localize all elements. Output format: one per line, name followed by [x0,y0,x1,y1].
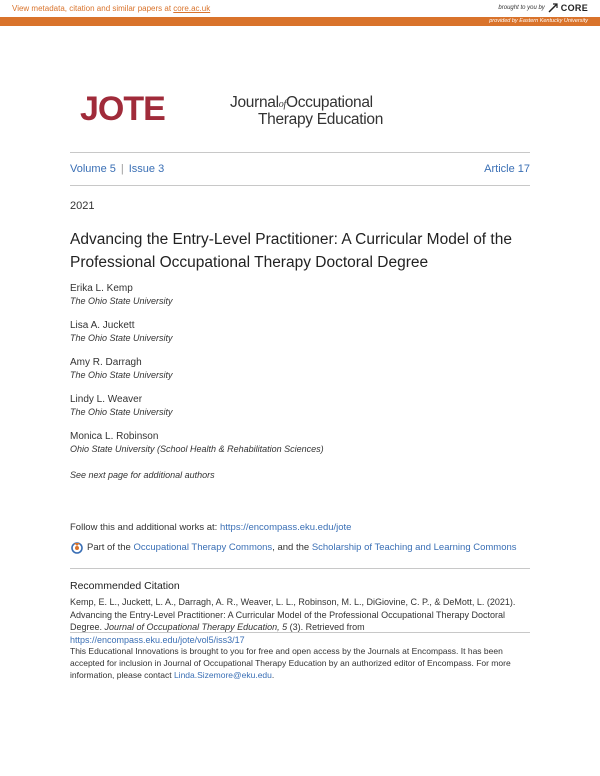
journal-name: JournalofOccupational Therapy Education [230,94,384,128]
issue-info: Volume 5 | Issue 3 Article 17 [70,163,530,175]
author-affiliation: Ohio State University (School Health & Rehabilitation Sciences) [70,444,324,454]
divider-top [70,152,530,153]
contact-email-link[interactable]: Linda.Sizemore@eku.edu [173,670,272,680]
follow-link[interactable]: https://encompass.eku.edu/jote [219,522,352,533]
author-name: Amy R. Darragh [70,357,142,368]
issue-link[interactable]: Issue 3 [128,163,165,175]
author-affiliation: The Ohio State University [70,333,173,343]
divider-issue [70,185,530,186]
core-brought-by: brought to you by CORE [498,3,588,13]
author-name: Erika L. Kemp [70,283,133,294]
occupational-therapy-commons-link[interactable]: Occupational Therapy Commons [133,541,273,553]
core-logo[interactable]: CORE [560,3,588,13]
see-next-page-note: See next page for additional authors [70,470,215,480]
publication-year: 2021 [70,200,95,212]
author-item [70,393,530,430]
author-item [70,430,530,467]
core-provider-bar [0,17,600,26]
core-icon [548,3,558,13]
author-affiliation: The Ohio State University [70,370,173,380]
core-provided-by: provided by Eastern Kentucky University [489,18,588,24]
core-banner [0,0,600,17]
author-list [70,282,530,467]
volume-link[interactable]: Volume 5 [70,163,116,175]
follow-line: Follow this and additional works at: https://encompass.eku.edu/jote [70,522,352,533]
part-of-line: Part of the Occupational Therapy Commons, and the Scholarship of Teaching and Learning Commons [70,540,517,554]
article-title: Advancing the Entry-Level Practitioner: A Curricular Model of the Professional Occupational Therapy Doctoral Degree [70,231,512,271]
divider-citation [70,568,530,569]
core-metadata-text: View metadata, citation and similar papers at core.ac.uk [12,4,211,13]
author-affiliation: The Ohio State University [70,296,173,306]
citation-link[interactable]: https://encompass.eku.edu/jote/vol5/iss3/17 [70,634,245,645]
article-link[interactable]: Article 17 [484,163,530,175]
citation-text: Kemp, E. L., Juckett, L. A., Darragh, A. R., Weaver, L. L., Robinson, M. L., DiGiovine, C. P., & DeMott, L. (2021). Advancing the Entry-Level Practitioner: A Curricular Model of the Professional Occupational Therapy Doctoral Degree. Journal of Occupational Therapy Education, 5 (3). Retrieved from https://encompass.eku.edu/jote/vol5/iss3/17 [70,597,516,645]
divider-notice [70,632,530,633]
author-name: Lisa A. Juckett [70,320,135,331]
author-item [70,282,530,319]
author-name: Monica L. Robinson [70,431,159,442]
author-affiliation: The Ohio State University [70,407,173,417]
network-icon [70,540,84,554]
author-name: Lindy L. Weaver [70,394,143,405]
scholarship-commons-link[interactable]: Scholarship of Teaching and Learning Commons [311,541,517,553]
access-notice: This Educational Innovations is brought to you for free and open access by the Journals at Encompass. It has been accepted for inclusion in Journal of Occupational Therapy Education by an authorized editor of Encompass. For more information, please contact Linda.Sizemore@eku.edu. [70,646,511,680]
author-item [70,356,530,393]
recommended-citation-heading: Recommended Citation [70,580,180,592]
core-link[interactable]: core.ac.uk [173,4,211,13]
jote-logo: JOTE [80,90,165,128]
author-item [70,319,530,356]
